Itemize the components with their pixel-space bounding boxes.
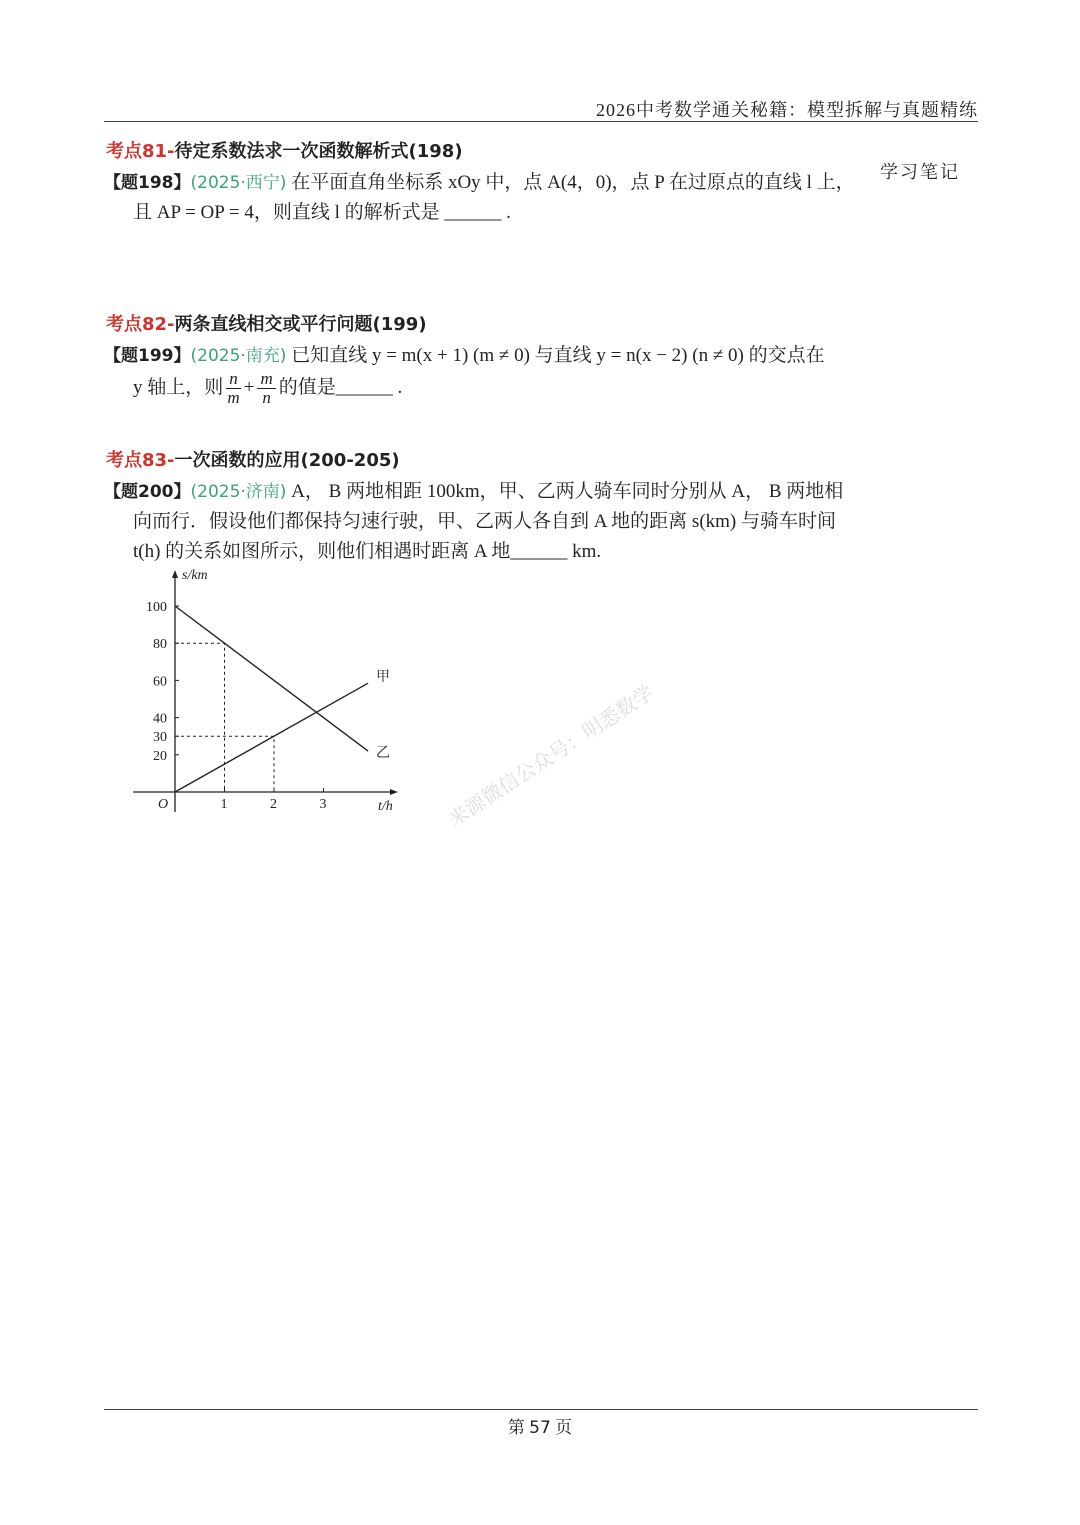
numerator: n xyxy=(226,370,241,389)
section-title: 待定系数法求一次函数解析式(198) xyxy=(174,141,463,162)
y-axis-arrow-icon xyxy=(172,570,178,578)
denominator: n xyxy=(262,388,271,407)
question-200-line2: 向而行．假设他们都保持匀速行驶，甲、乙两人各自到 A 地的距离 s(km) 与骑车时间 xyxy=(133,511,837,532)
y-tick-label: 30 xyxy=(153,730,167,746)
y-tick-label: 100 xyxy=(146,600,167,615)
origin-label: O xyxy=(158,797,169,812)
y-tick-label: 80 xyxy=(153,637,167,653)
x-tick-label: 3 xyxy=(319,797,327,812)
x-tick-label: 2 xyxy=(270,797,277,812)
guide-line xyxy=(175,643,225,792)
x-axis-arrow-icon xyxy=(390,789,398,795)
watermark: 来源微信公众号：明悉数学 xyxy=(443,680,658,832)
series-label: 乙 xyxy=(376,746,391,762)
x-axis-label: t/h xyxy=(378,799,393,814)
side-note: 学习笔记 xyxy=(880,162,960,182)
footer-rule xyxy=(104,1409,978,1410)
section-label: 考点81- xyxy=(106,141,175,162)
section-title: 一次函数的应用(200-205) xyxy=(174,450,400,471)
section-label: 考点82- xyxy=(106,314,175,335)
question-source: (2025·南充) xyxy=(190,346,287,366)
question-text: 在平面直角坐标系 xOy 中，点 A(4，0)，点 P 在过原点的直线 l 上， xyxy=(291,172,855,193)
series-line-1 xyxy=(175,606,368,751)
page-header: 2026中考数学通关秘籍：模型拆解与真题精练 xyxy=(596,100,978,120)
question-198-line2: 且 AP = OP = 4，则直线 l 的解析式是 ______ . xyxy=(133,202,511,223)
question-text: A， B 两地相距 100km，甲、乙两人骑车同时分别从 A， B 两地相 xyxy=(291,481,844,502)
section-label: 考点83- xyxy=(106,450,175,471)
question-number: 【题199】 xyxy=(104,346,191,366)
section-title: 两条直线相交或平行问题(199) xyxy=(174,314,427,335)
numerator: m xyxy=(257,370,275,389)
page-footer xyxy=(0,1413,1080,1438)
plus-sign: + xyxy=(243,376,255,398)
question-200-line3: t(h) 的关系如图所示，则他们相遇时距离 A 地______ km. xyxy=(133,541,602,562)
question-source: (2025·济南) xyxy=(190,482,287,502)
question-source: (2025·西宁) xyxy=(190,173,287,193)
y-tick-label: 60 xyxy=(153,674,167,690)
question-text: 已知直线 y = m(x + 1) (m ≠ 0) 与直线 y = n(x − 2) (n ≠ 0) 的交点在 xyxy=(291,345,825,366)
x-tick-label: 1 xyxy=(220,797,228,812)
page-number: 57 xyxy=(529,1418,551,1438)
question-number: 【题200】 xyxy=(104,482,191,502)
question-text: y 轴上，则 xyxy=(133,376,224,398)
footer-suffix: 页 xyxy=(555,1418,573,1437)
question-number: 【题198】 xyxy=(104,173,191,193)
question-text: 的值是______ . xyxy=(278,376,403,398)
y-tick-label: 20 xyxy=(153,748,167,764)
denominator: m xyxy=(227,388,240,407)
y-tick-label: 40 xyxy=(153,711,167,727)
series-label: 甲 xyxy=(376,670,391,686)
footer-prefix: 第 xyxy=(507,1418,525,1437)
y-axis-label: s/km xyxy=(182,568,208,583)
series-line-0 xyxy=(175,683,368,792)
